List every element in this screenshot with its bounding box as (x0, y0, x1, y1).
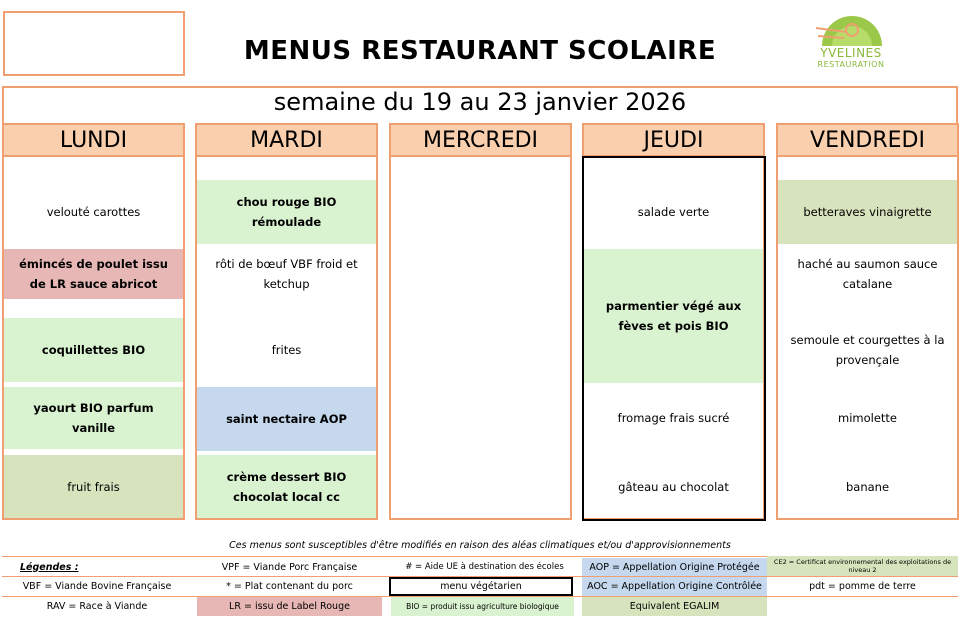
legend-title: Légendes : (20, 561, 79, 573)
legend-bio: BIO = produit issu agriculture biologique (391, 597, 574, 616)
menu-item-starter: betteraves vinaigrette (778, 180, 957, 244)
menu-item-dairy: fromage frais sucré (617, 411, 730, 425)
brand-name: YVELINES (820, 46, 882, 60)
day-column-lundi (2, 123, 185, 520)
legend-vbf: VBF = Viande Bovine Française (22, 581, 172, 592)
brand-subtitle: RESTAURATION (817, 60, 885, 69)
menu-item-starter: salade verte (637, 205, 710, 219)
menu-item-dessert: banane (845, 479, 890, 494)
day-column-mardi (195, 123, 378, 520)
menu-item-starter: chou rouge BIO rémoulade (197, 180, 376, 244)
menu-item-main: rôti de bœuf VBF froid et ketchup (215, 257, 358, 291)
disclaimer-note: Ces menus sont susceptibles d'être modifiés en raison des aléas climatiques et/ou d'approvisionnements (229, 540, 731, 551)
menu-item-dessert: fruit frais (4, 455, 183, 518)
menu-item-main: haché au saumon sauce catalane (797, 257, 938, 291)
menu-item-dairy: mimolette (838, 411, 897, 425)
legend-label-rouge: LR = issu de Label Rouge (197, 597, 382, 616)
legend-vegetarian: menu végétarien (389, 577, 573, 596)
legend-ce2: CE2 = Certificat environnemental des exploitations de niveau 2 (767, 556, 958, 576)
menu-item-side: coquillettes BIO (4, 318, 183, 382)
menu-item-side: frites (271, 343, 302, 357)
vegetarian-day-frame (582, 156, 766, 521)
legend-egalim: Equivalent EGALIM (582, 597, 767, 616)
week-title: semaine du 19 au 23 janvier 2026 (273, 88, 687, 116)
day-header: LUNDI (4, 125, 183, 157)
legend-pdt: pdt = pomme de terre (809, 581, 916, 592)
day-header: VENDREDI (778, 125, 957, 157)
legend-aide-ue: # = Aide UE à destination des écoles (405, 561, 564, 572)
day-header: JEUDI (584, 125, 763, 157)
page-title: MENUS RESTAURANT SCOLAIRE (243, 36, 717, 66)
menu-item-starter: velouté carottes (46, 205, 141, 219)
menu-item-side: semoule et courgettes à la provençale (790, 333, 945, 367)
legend-aop: AOP = Appellation Origine Protégée (582, 558, 767, 576)
menu-item-dessert: crème dessert BIO chocolat local cc (197, 455, 376, 518)
day-header: MERCREDI (391, 125, 570, 157)
legend (2, 556, 958, 616)
day-column-vendredi (776, 123, 959, 520)
menu-item-dairy: yaourt BIO parfum vanille (4, 387, 183, 449)
menu-item-main: émincés de poulet issu de LR sauce abricot (4, 249, 183, 299)
menu-item-main: parmentier végé aux fèves et pois BIO (584, 249, 763, 383)
legend-porc: * = Plat contenant du porc (226, 581, 353, 592)
day-header: MARDI (197, 125, 376, 157)
menu-item-dessert: gâteau au chocolat (618, 479, 729, 494)
menu-item-dairy: saint nectaire AOP (197, 387, 376, 451)
legend-vpf: VPF = Viande Porc Française (221, 561, 358, 573)
legend-rav: RAV = Race à Viande (46, 601, 148, 612)
school-logo-placeholder (3, 11, 185, 76)
legend-aoc: AOC = Appellation Origine Contrôlée (582, 577, 767, 596)
day-column-mercredi (389, 123, 572, 520)
